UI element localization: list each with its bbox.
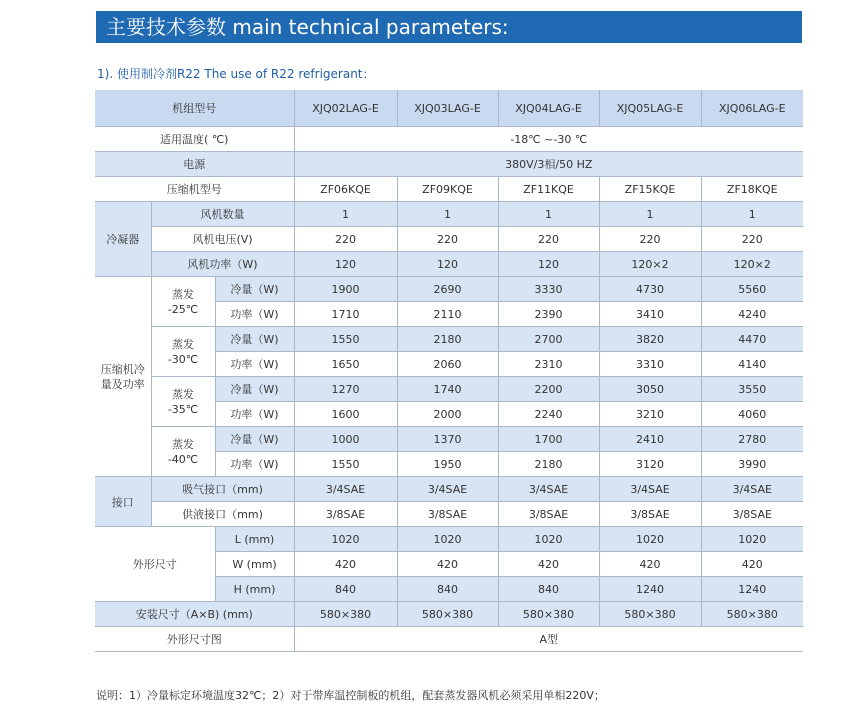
model-header: XJQ06LAG-E	[701, 90, 803, 127]
table-cell: 120×2	[599, 252, 701, 277]
table-cell: 840	[397, 577, 498, 602]
table-cell: 2690	[397, 277, 498, 302]
table-cell: 1270	[294, 377, 397, 402]
table-cell: 1020	[701, 527, 803, 552]
table-cell: 220	[701, 227, 803, 252]
table-cell: 2000	[397, 402, 498, 427]
group-label	[95, 277, 151, 477]
evap-label: 蒸发	[172, 337, 194, 351]
evap-temp: -35℃	[167, 402, 199, 416]
table-row	[95, 227, 803, 252]
header-row	[95, 90, 803, 127]
table-cell: 3210	[599, 402, 701, 427]
evap-temp: -40℃	[167, 452, 199, 466]
row-label: L (mm)	[215, 527, 294, 552]
table-cell: 2180	[498, 452, 599, 477]
table-cell: 1	[599, 202, 701, 227]
table-row	[95, 152, 803, 177]
table-cell: 4470	[701, 327, 803, 352]
table-cell: 1650	[294, 352, 397, 377]
table-cell: ZF09KQE	[397, 177, 498, 202]
model-header: XJQ05LAG-E	[599, 90, 701, 127]
evap-temp-label	[151, 427, 215, 477]
table-cell: 4240	[701, 302, 803, 327]
row-label: 功率（W)	[215, 352, 294, 377]
table-cell: 120×2	[701, 252, 803, 277]
table-cell: 2410	[599, 427, 701, 452]
row-label: W (mm)	[215, 552, 294, 577]
table-cell: 1020	[397, 527, 498, 552]
evap-temp-label	[151, 377, 215, 427]
table-cell: 3050	[599, 377, 701, 402]
evap-temp: -25℃	[167, 302, 199, 316]
table-cell: 3/8SAE	[701, 502, 803, 527]
table-cell: 220	[599, 227, 701, 252]
row-label: 功率（W)	[215, 302, 294, 327]
table-cell: 580×380	[701, 602, 803, 627]
table-cell: 580×380	[294, 602, 397, 627]
group-label: 冷凝器	[95, 202, 151, 277]
table-cell: 3/4SAE	[701, 477, 803, 502]
table-cell: 1550	[294, 452, 397, 477]
table-cell: ZF11KQE	[498, 177, 599, 202]
table-cell: ZF18KQE	[701, 177, 803, 202]
row-label: 外形尺寸图	[95, 627, 294, 652]
table-cell: 3820	[599, 327, 701, 352]
table-cell: 3/4SAE	[294, 477, 397, 502]
model-header: XJQ02LAG-E	[294, 90, 397, 127]
table-cell: 1900	[294, 277, 397, 302]
table-cell: 1700	[498, 427, 599, 452]
table-cell: 1950	[397, 452, 498, 477]
row-label: 风机数量	[151, 202, 294, 227]
table-cell: 420	[599, 552, 701, 577]
table-cell: 2700	[498, 327, 599, 352]
table-cell: ZF06KQE	[294, 177, 397, 202]
title-bar	[96, 11, 802, 43]
table-cell: 1	[701, 202, 803, 227]
table-cell: 120	[294, 252, 397, 277]
table-cell: 2180	[397, 327, 498, 352]
table-cell: 220	[397, 227, 498, 252]
table-cell: 3/8SAE	[397, 502, 498, 527]
row-label: 冷量（W)	[215, 377, 294, 402]
table-row	[95, 177, 803, 202]
evap-label: 蒸发	[172, 437, 194, 451]
row-label: 安装尺寸（A×B) (mm)	[95, 602, 294, 627]
table-cell: 1740	[397, 377, 498, 402]
group-label: 外形尺寸	[95, 527, 215, 602]
table-cell: 420	[397, 552, 498, 577]
table-cell: 4730	[599, 277, 701, 302]
table-cell: 1	[498, 202, 599, 227]
table-cell: 1	[397, 202, 498, 227]
table-cell: 420	[498, 552, 599, 577]
table-cell: 1020	[294, 527, 397, 552]
table-cell: 3/4SAE	[397, 477, 498, 502]
table-row	[95, 627, 803, 652]
row-label: 适用温度( ℃)	[95, 127, 294, 152]
table-cell: 3410	[599, 302, 701, 327]
table-cell: 2200	[498, 377, 599, 402]
table-cell: 1370	[397, 427, 498, 452]
table-cell: 2310	[498, 352, 599, 377]
table-row	[95, 127, 803, 152]
model-header: XJQ04LAG-E	[498, 90, 599, 127]
table-cell: 3550	[701, 377, 803, 402]
table-cell: 420	[701, 552, 803, 577]
table-row	[95, 202, 803, 227]
table-cell: 3/4SAE	[498, 477, 599, 502]
evap-temp-label	[151, 277, 215, 327]
table-cell: 120	[397, 252, 498, 277]
table-row	[95, 602, 803, 627]
table-cell: ZF15KQE	[599, 177, 701, 202]
table-row	[95, 527, 803, 552]
table-cell: 3330	[498, 277, 599, 302]
row-label: 供液接口（mm)	[151, 502, 294, 527]
section-subtitle: 1). 使用制冷剂R22 The use of R22 refrigerant：	[97, 67, 375, 81]
row-label: 压缩机型号	[95, 177, 294, 202]
table-cell: 2780	[701, 427, 803, 452]
evap-label: 蒸发	[172, 287, 194, 301]
table-cell: 3/4SAE	[599, 477, 701, 502]
row-label: 冷量（W)	[215, 327, 294, 352]
footnote: 说明：1）冷量标定环境温度32℃；2）对于带库温控制板的机组，配套蒸发器风机必须采用单相220V；	[96, 689, 605, 702]
table-cell: 580×380	[498, 602, 599, 627]
table-cell: 1000	[294, 427, 397, 452]
table-cell: 2390	[498, 302, 599, 327]
evap-temp-label	[151, 327, 215, 377]
table-cell: 3120	[599, 452, 701, 477]
table-cell: 1710	[294, 302, 397, 327]
table-cell: 1240	[701, 577, 803, 602]
table-cell: 4060	[701, 402, 803, 427]
header-label: 机组型号	[95, 90, 294, 127]
row-label: 风机电压(V)	[151, 227, 294, 252]
table-cell: 3310	[599, 352, 701, 377]
table-cell: 840	[498, 577, 599, 602]
row-label: 功率（W)	[215, 452, 294, 477]
table-cell: 3/8SAE	[294, 502, 397, 527]
table-cell: 3/8SAE	[599, 502, 701, 527]
group-label: 接口	[95, 477, 151, 527]
row-label: 功率（W)	[215, 402, 294, 427]
page-title: 主要技术参数 main technical parameters:	[106, 15, 509, 39]
group-label-line: 量及功率	[100, 377, 145, 391]
model-header: XJQ03LAG-E	[397, 90, 498, 127]
row-value: 380V/3相/50 HZ	[294, 152, 803, 177]
table-row	[95, 252, 803, 277]
table-cell: 1020	[599, 527, 701, 552]
table-cell: 220	[498, 227, 599, 252]
table-cell: 220	[294, 227, 397, 252]
table-row	[95, 502, 803, 527]
row-label: H (mm)	[215, 577, 294, 602]
table-row	[95, 277, 803, 302]
table-cell: 120	[498, 252, 599, 277]
table-cell: 3/8SAE	[498, 502, 599, 527]
table-row	[95, 427, 803, 452]
table-cell: 580×380	[599, 602, 701, 627]
row-label: 电源	[95, 152, 294, 177]
table-cell: 420	[294, 552, 397, 577]
table-cell: 1020	[498, 527, 599, 552]
table-cell: 840	[294, 577, 397, 602]
table-cell: 5560	[701, 277, 803, 302]
table-cell: 1240	[599, 577, 701, 602]
table-row	[95, 477, 803, 502]
table-cell: 3990	[701, 452, 803, 477]
table-cell: 1600	[294, 402, 397, 427]
table-cell: 4140	[701, 352, 803, 377]
evap-temp: -30℃	[167, 352, 199, 366]
table-row	[95, 327, 803, 352]
table-cell: 1550	[294, 327, 397, 352]
row-value: -18℃ ~-30 ℃	[294, 127, 803, 152]
group-label-line: 压缩机冷	[100, 362, 145, 376]
row-label: 风机功率（W)	[151, 252, 294, 277]
table-cell: 580×380	[397, 602, 498, 627]
row-label: 冷量（W)	[215, 277, 294, 302]
table-cell: 2110	[397, 302, 498, 327]
table-cell: 2060	[397, 352, 498, 377]
row-value: A型	[294, 627, 803, 652]
table-cell: 1	[294, 202, 397, 227]
table-row	[95, 377, 803, 402]
row-label: 冷量（W)	[215, 427, 294, 452]
table-cell: 2240	[498, 402, 599, 427]
evap-label: 蒸发	[172, 387, 194, 401]
technical-parameters-table	[95, 90, 803, 652]
row-label: 吸气接口（mm)	[151, 477, 294, 502]
